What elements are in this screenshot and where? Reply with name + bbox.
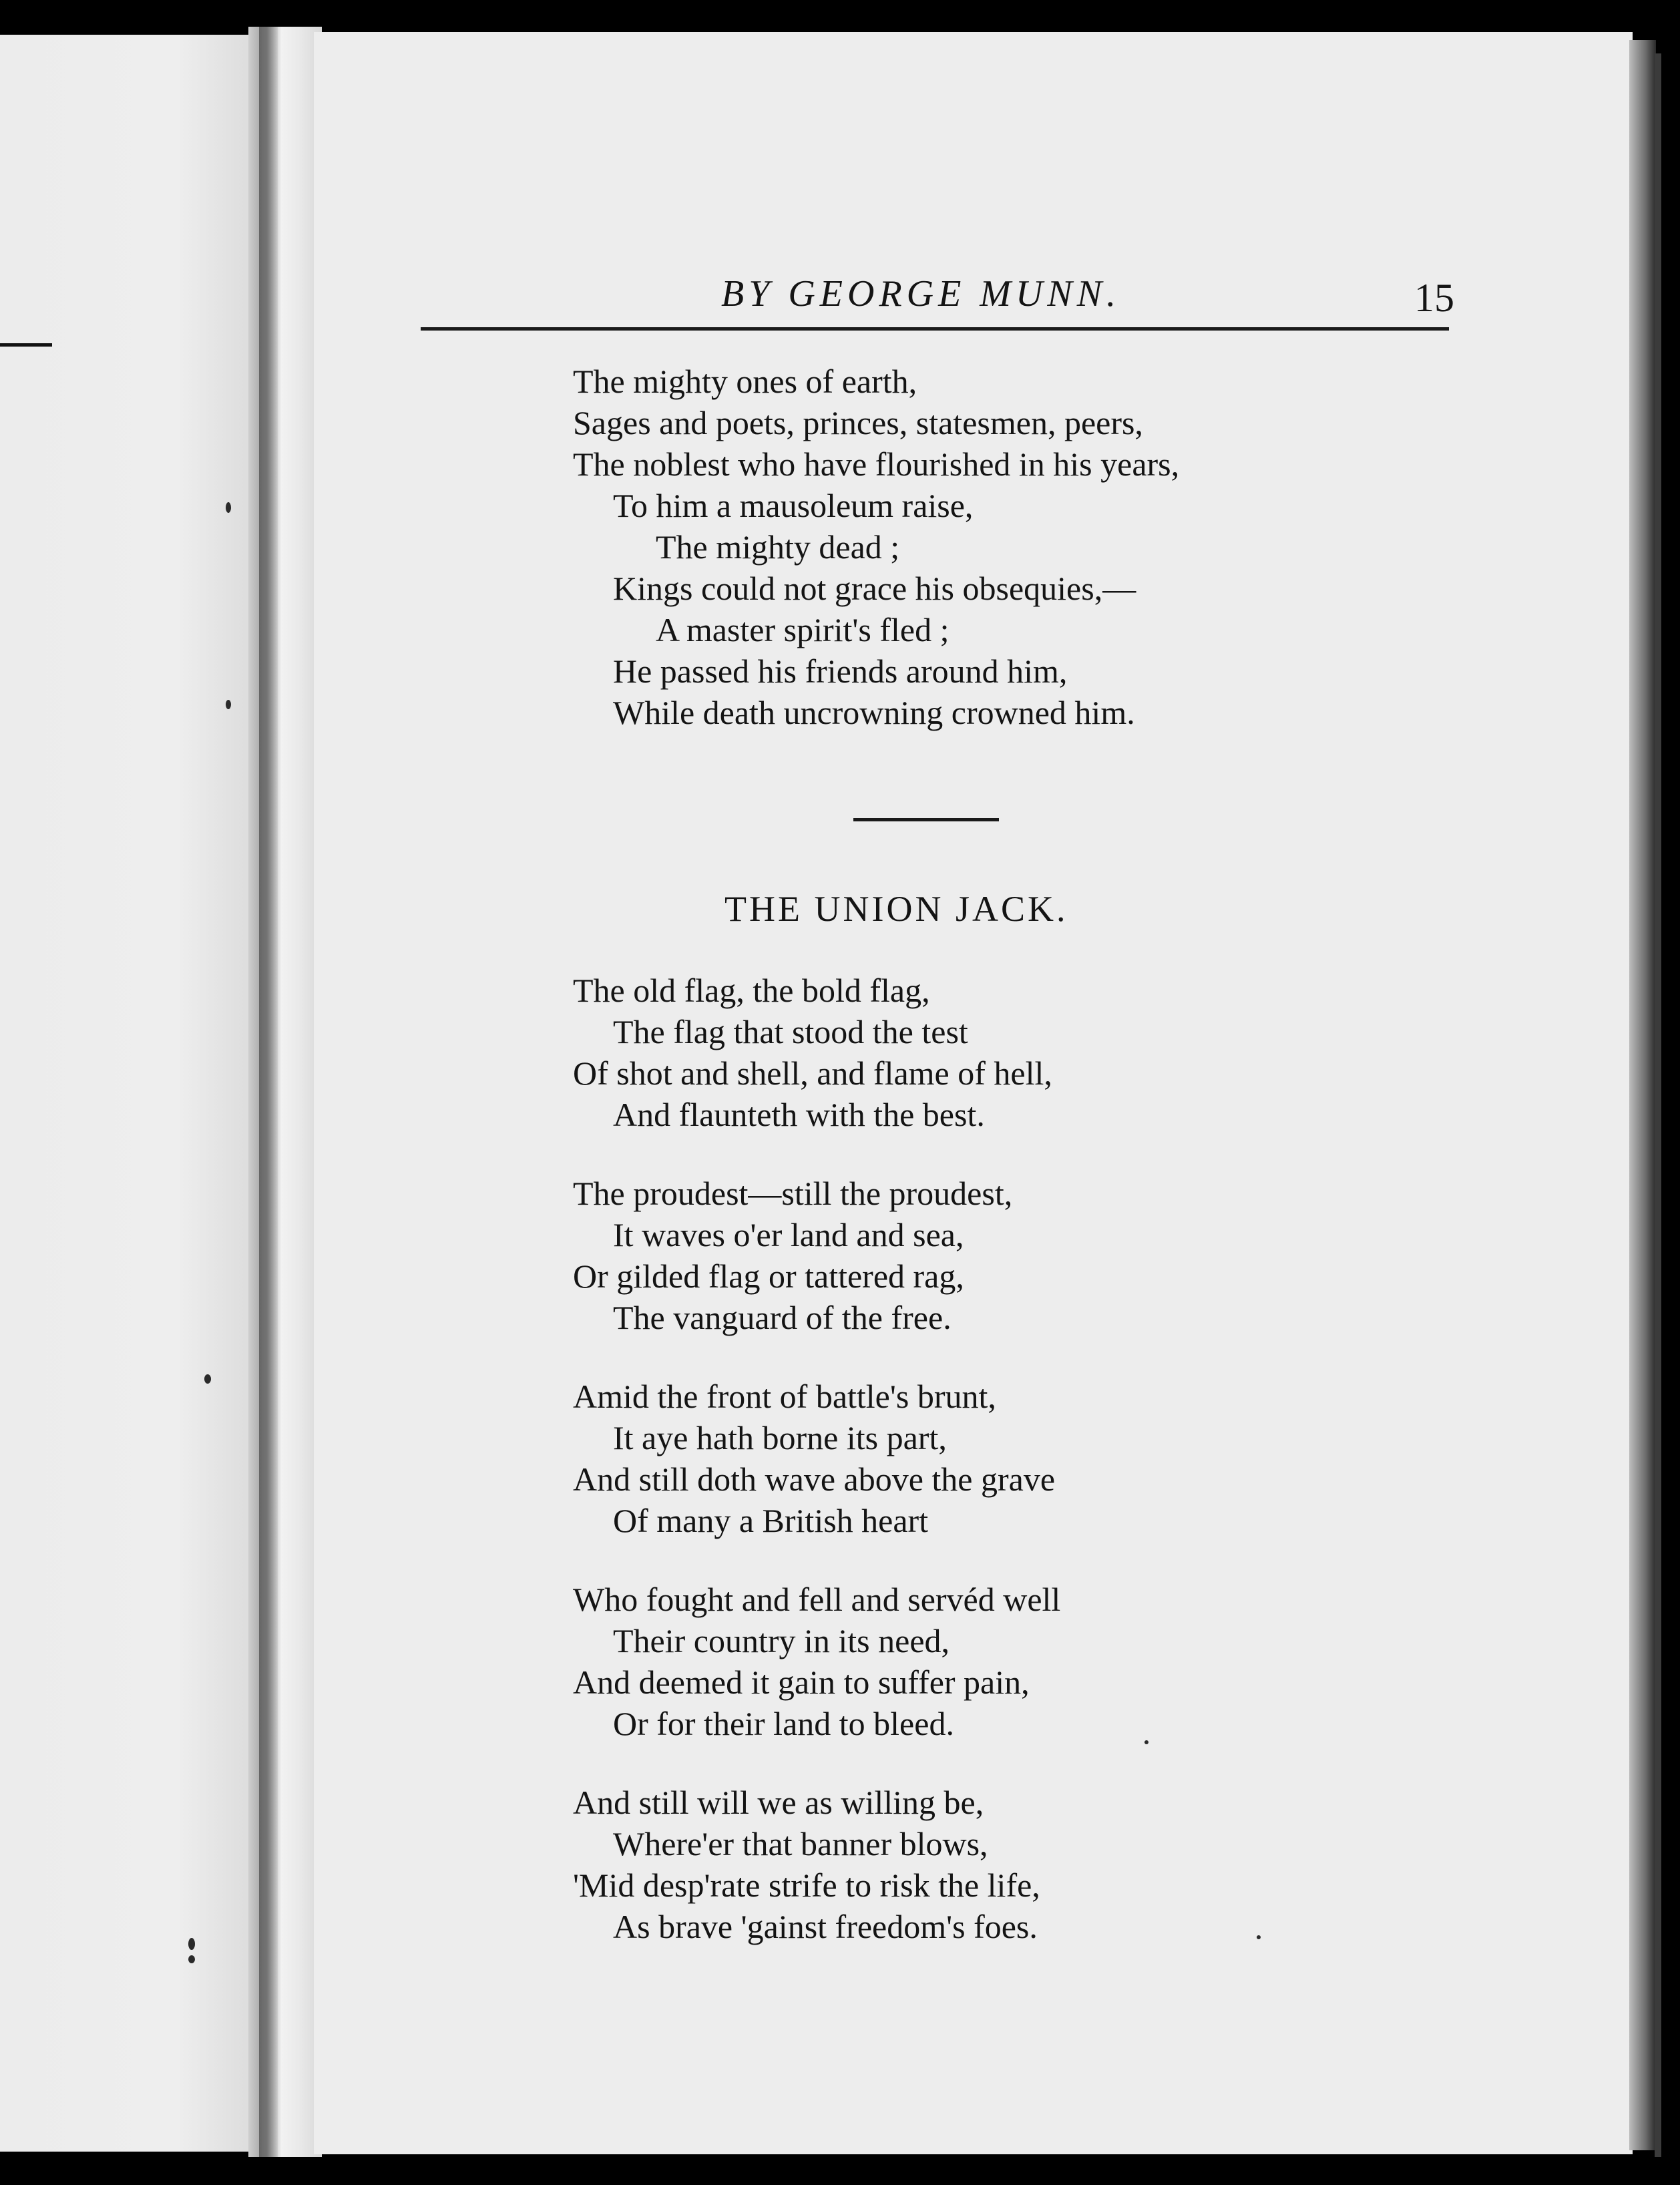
header-rule (421, 327, 1449, 331)
poem-body (573, 970, 1060, 1947)
verse-line: A master spirit's fled ; (656, 611, 950, 648)
verse-line: The proudest—still the proudest, (573, 1175, 1013, 1212)
verse-line: Kings could not grace his obsequies,— (613, 570, 1136, 607)
scan-speck (204, 1374, 211, 1384)
verse-line: Or gilded flag or tattered rag, (573, 1257, 964, 1295)
verse-line: The mighty ones of earth, (573, 363, 917, 400)
scan-speck (226, 700, 231, 709)
section-divider (853, 818, 999, 821)
scan-speck (188, 1955, 195, 1963)
verse-line: The vanguard of the free. (613, 1299, 952, 1336)
previous-poem-ending (573, 361, 1179, 733)
verse-line: Where'er that banner blows, (613, 1825, 988, 1862)
verse-line: Sages and poets, princes, statesmen, peers, (573, 404, 1143, 441)
facing-page-rule (0, 343, 52, 347)
verse-line: And flaunteth with the best. (613, 1096, 985, 1133)
verse-line: And deemed it gain to suffer pain, (573, 1663, 1030, 1701)
gutter-shadow (259, 27, 278, 2157)
verse-line: It waves o'er land and sea, (613, 1216, 964, 1253)
scan-speck (1257, 1935, 1261, 1939)
stanza-break (573, 1541, 1060, 1579)
verse-line: Who fought and fell and servéd well (573, 1581, 1061, 1618)
verse-line: The mighty dead ; (656, 528, 900, 566)
verse-line: Or for their land to bleed. (613, 1705, 954, 1742)
stanza-break (573, 1135, 1060, 1173)
verse-line: And still will we as willing be, (573, 1784, 984, 1821)
verse-line: Of shot and shell, and flame of hell, (573, 1054, 1052, 1092)
scan-speck (188, 1938, 195, 1950)
stanza-break (573, 1338, 1060, 1376)
verse-line: It aye hath borne its part, (613, 1419, 947, 1456)
verse-line: Amid the front of battle's brunt, (573, 1378, 996, 1415)
scan-speck (1144, 1740, 1148, 1744)
scan-speck (226, 502, 231, 513)
verse-line: Their country in its need, (613, 1622, 950, 1659)
verse-line: 'Mid desp'rate strife to risk the life, (573, 1866, 1040, 1904)
verse-line: The noblest who have flourished in his years, (573, 445, 1180, 483)
verse-line: The flag that stood the test (613, 1013, 968, 1050)
poem-title: THE UNION JACK. (724, 889, 1068, 929)
page-number: 15 (1414, 276, 1454, 320)
verse-line: And still doth wave above the grave (573, 1460, 1056, 1498)
verse-line: As brave 'gainst freedom's foes. (613, 1908, 1038, 1945)
verse-line: While death uncrowning crowned him. (613, 694, 1135, 731)
verse-line: He passed his friends around him, (613, 652, 1068, 690)
verse-line: The old flag, the bold flag, (573, 972, 930, 1009)
running-head: BY GEORGE MUNN. (721, 273, 1121, 315)
page-edge (1629, 40, 1656, 2150)
verse-line: Of many a British heart (613, 1502, 929, 1539)
stanza-break (573, 1744, 1060, 1782)
facing-page (0, 35, 254, 2152)
page-border (1655, 53, 1661, 2157)
verse-line: To him a mausoleum raise, (613, 487, 974, 524)
